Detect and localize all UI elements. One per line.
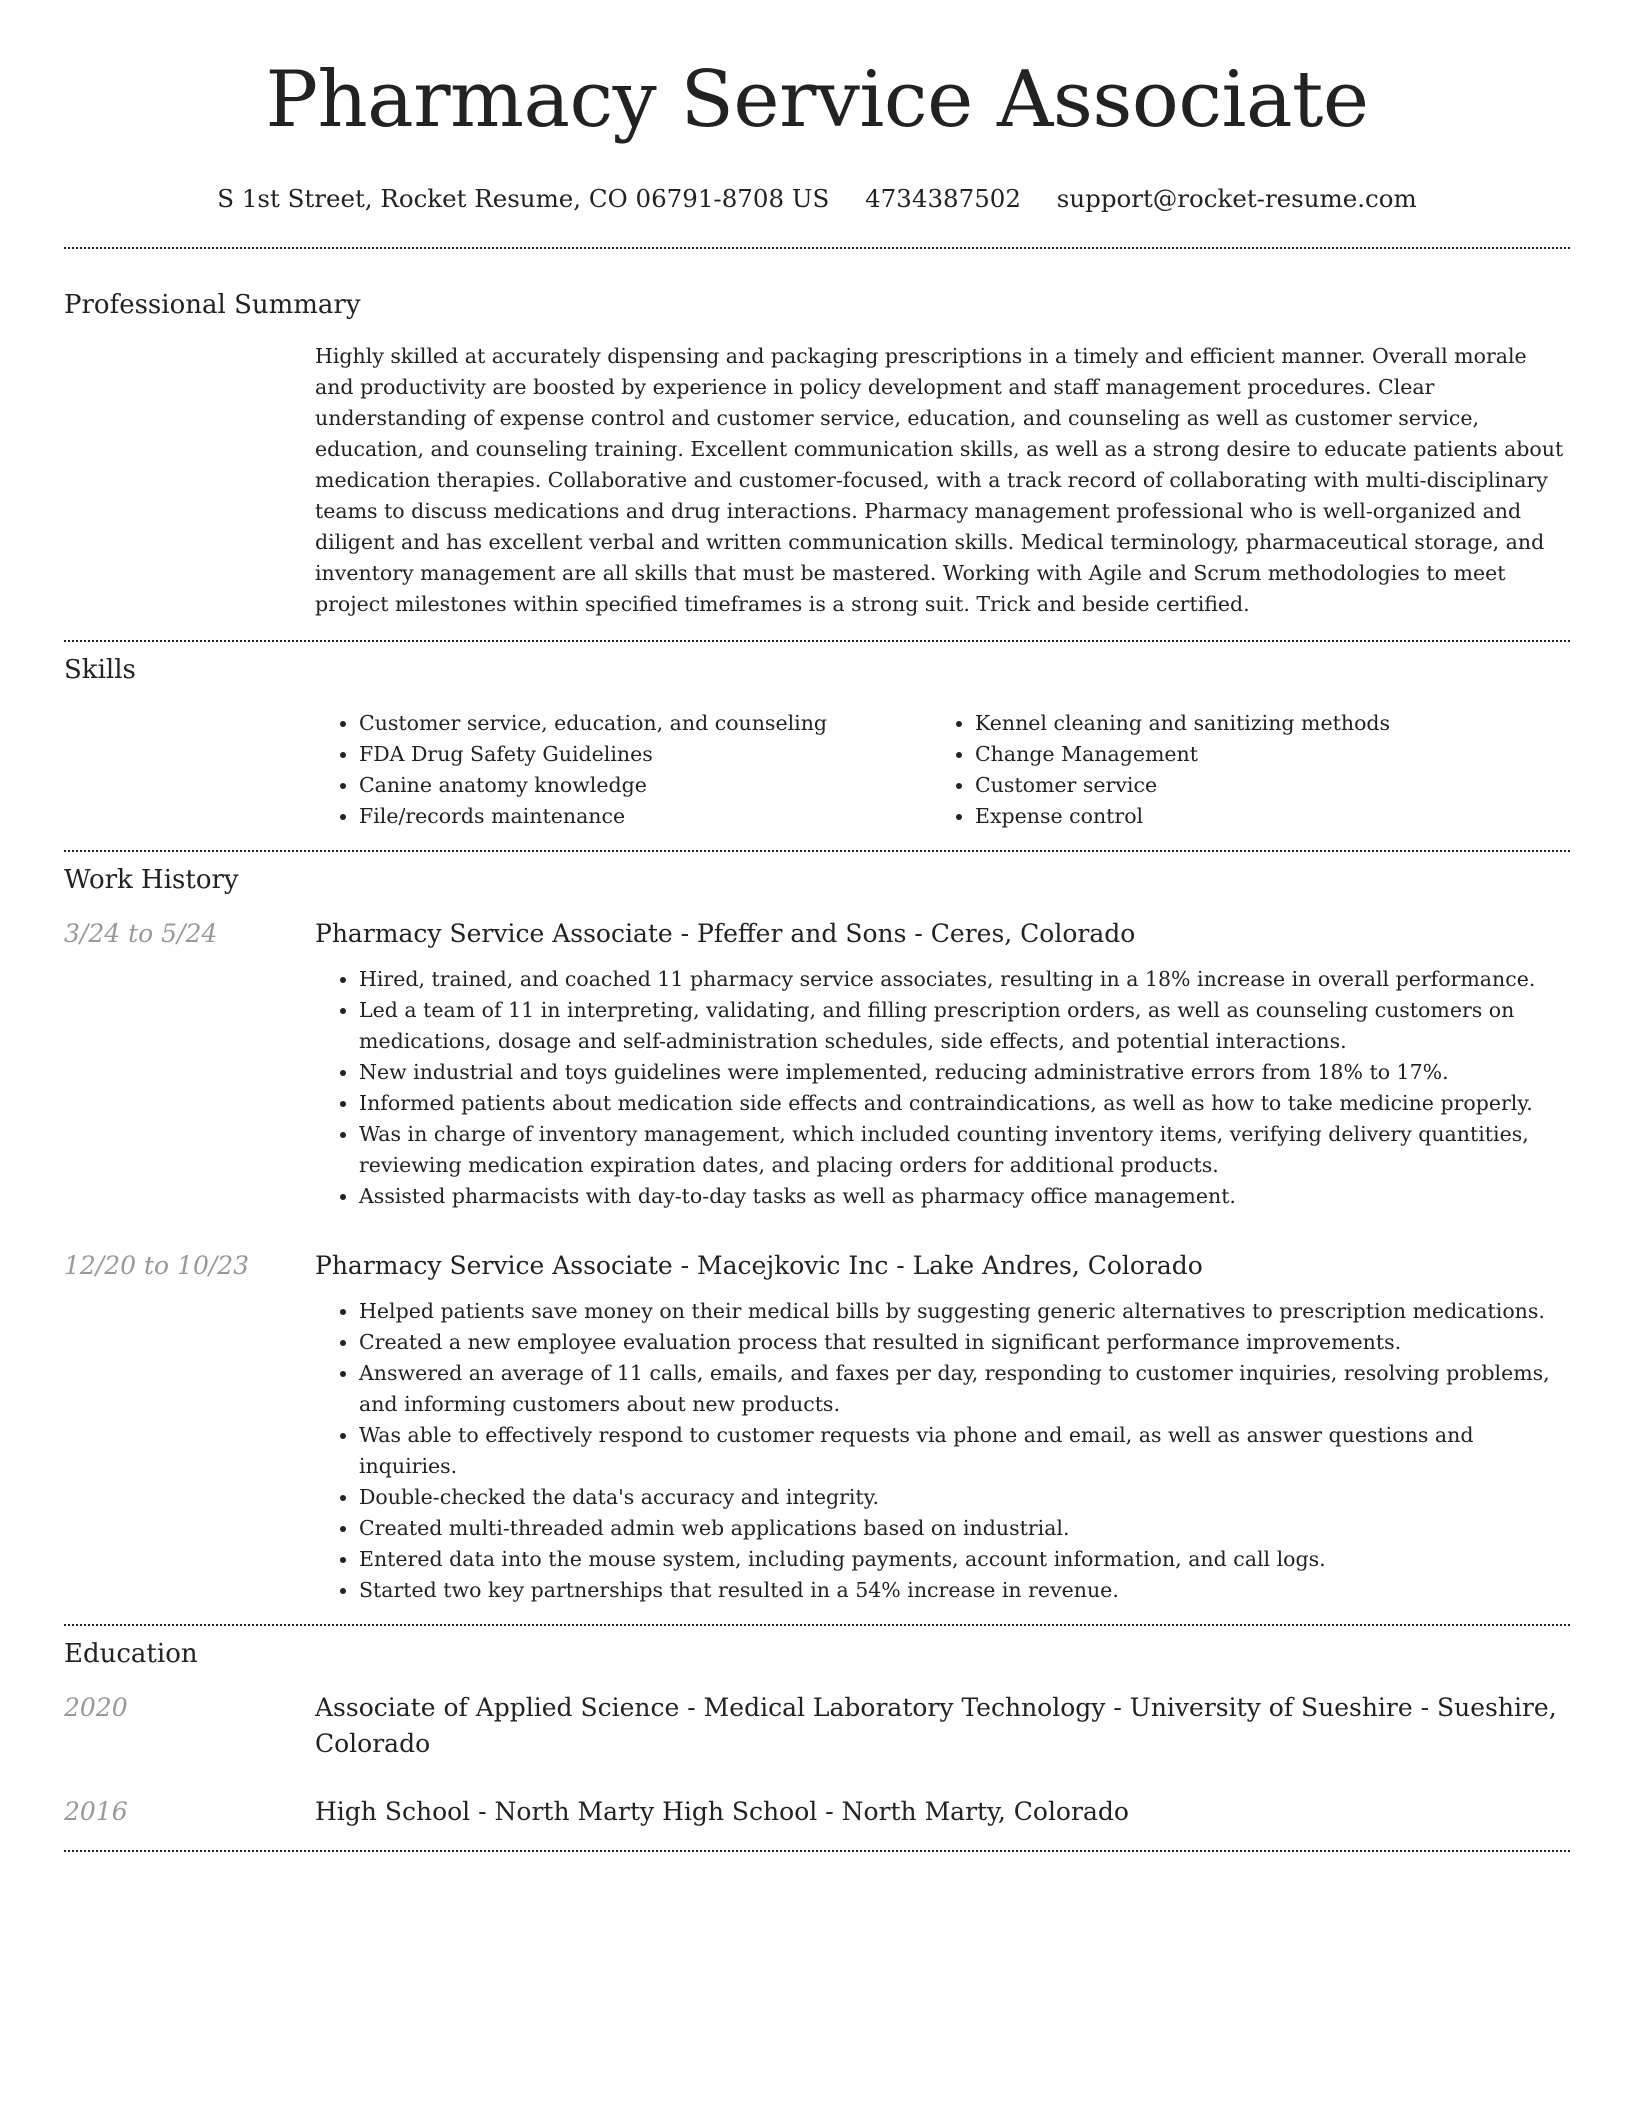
contact-line [64,184,1570,214]
job-dates: 12/20 to 10/23 [64,1251,250,1280]
separator: - [672,1251,698,1280]
skills-section [64,642,1570,832]
separator: - [906,919,931,948]
school-location: North Marty, Colorado [841,1797,1129,1826]
job-entry [64,916,1570,1212]
responsibility-item: • Was in charge of inventory management, which included counting inventory items, verifying delivery quantities, reviewing medication expiration dates, and placing orders for additional products. [359,1119,1570,1181]
degree-name: High School [315,1797,471,1826]
job-title-line [315,916,1570,952]
summary-content [315,341,1570,620]
responsibility-item: • Helped patients save money on their medical bills by suggesting generic alternatives to prescription medications. [359,1296,1570,1327]
job-responsibilities [315,964,1570,1212]
skills-column-right [931,708,1547,832]
separator: - [817,1797,842,1826]
skill-item: • FDA Drug Safety Guidelines [359,739,931,770]
skill-item: • Expense control [975,801,1547,832]
section-divider [64,1850,1570,1852]
school-name: University of Sueshire [1129,1693,1413,1722]
education-title-line [315,1690,1570,1762]
skills-content [315,708,1570,832]
phone-text: 4734387502 [865,184,1021,213]
responsibility-item: • Created a new employee evaluation process that resulted in significant performance improvements. [359,1327,1570,1358]
work-history-heading: Work History [64,865,239,895]
responsibility-item: • Hired, trained, and coached 11 pharmacy service associates, resulting in a 18% increase in overall performance. [359,964,1570,995]
job-location: Ceres, Colorado [930,919,1136,948]
separator: - [1105,1693,1130,1722]
skill-item: • File/records maintenance [359,801,931,832]
responsibility-item: • Was able to effectively respond to customer requests via phone and email, as well as answer questions and inquiries. [359,1420,1570,1482]
education-section [64,1626,1570,1830]
separator: - [470,1797,495,1826]
job-company: Pfeffer and Sons [697,919,907,948]
skills-list-right [931,708,1547,832]
field-of-study: Medical Laboratory Technology [703,1693,1106,1722]
job-body [315,1248,1570,1606]
job-entry [64,1248,1570,1606]
job-company: Macejkovic Inc [697,1251,889,1280]
education-entry [64,1794,1570,1830]
education-entry [64,1690,1570,1762]
responsibility-item: • Created multi-threaded admin web applications based on industrial. [359,1513,1570,1544]
job-role: Pharmacy Service Associate [315,1251,673,1280]
skill-item: • Kennel cleaning and sanitizing methods [975,708,1547,739]
summary-paragraph: Highly skilled at accurately dispensing and packaging prescriptions in a timely and efficient manner. Overall morale and productivity are boosted by experience in policy development and staff management procedures. Clear understanding of expense control and customer service, education, and counseling as well as customer service, education, and counseling training. Excellent communication skills, as well as a strong desire to educate patients about medication therapies. Collaborative and customer-focused, with a track record of collaborating with multi-disciplinary teams to discuss medications and drug interactions. Pharmacy management professional who is well-organized and diligent and has excellent verbal and written communication skills. Medical terminology, pharmaceutical storage, and inventory management are all skills that must be mastered. Working with Agile and Scrum methodologies to meet project milestones within specified timeframes is a strong suit. Trick and beside certified. [315,344,1564,616]
education-body [315,1690,1570,1762]
education-year: 2016 [64,1797,128,1826]
education-year: 2020 [64,1693,128,1722]
education-body [315,1794,1570,1830]
separator: - [1412,1693,1438,1722]
separator: - [672,919,698,948]
skills-column-left [315,708,931,832]
candidate-name: Pharmacy Service Associate [265,55,1369,145]
responsibility-item: • New industrial and toys guidelines were implemented, reducing administrative errors from 18% to 17%. [359,1057,1570,1088]
responsibility-item: • Led a team of 11 in interpreting, validating, and filling prescription orders, as well as counseling customers on medications, dosage and self-administration schedules, side effects, and potential interactions. [359,995,1570,1057]
school-location: Sueshire, Colorado [315,1693,1557,1758]
job-role: Pharmacy Service Associate [315,919,673,948]
responsibility-item: • Double-checked the data's accuracy and integrity. [359,1482,1570,1513]
skill-item: • Customer service [975,770,1547,801]
work-history-section [64,852,1570,1606]
responsibility-item: • Entered data into the mouse system, including payments, account information, and call logs. [359,1544,1570,1575]
separator: - [679,1693,704,1722]
skill-item: • Customer service, education, and counseling [359,708,931,739]
skills-list-left [315,708,931,832]
separator: - [888,1251,913,1280]
job-title-line [315,1248,1570,1284]
summary-section [64,249,1570,620]
skill-item: • Change Management [975,739,1547,770]
degree-name: Associate of Applied Science [315,1693,680,1722]
email-text: support@rocket-resume.com [1056,184,1417,213]
responsibility-item: • Started two key partnerships that resulted in a 54% increase in revenue. [359,1575,1570,1606]
responsibility-item: • Answered an average of 11 calls, emails, and faxes per day, responding to customer inquiries, resolving problems, and informing customers about new products. [359,1358,1570,1420]
skills-heading: Skills [64,655,136,685]
education-heading: Education [64,1639,198,1669]
responsibility-item: • Assisted pharmacists with day-to-day tasks as well as pharmacy office management. [359,1181,1570,1212]
skill-item: • Canine anatomy knowledge [359,770,931,801]
school-name: North Marty High School [494,1797,818,1826]
address-text: S 1st Street, Rocket Resume, CO 06791-8708 US [217,184,830,213]
resume-header [64,0,1570,214]
job-body [315,916,1570,1212]
summary-heading: Professional Summary [64,290,361,320]
education-title-line [315,1794,1570,1830]
job-responsibilities [315,1296,1570,1606]
job-dates: 3/24 to 5/24 [64,919,218,948]
resume-page [64,0,1570,1852]
responsibility-item: • Informed patients about medication side effects and contraindications, as well as how to take medicine properly. [359,1088,1570,1119]
job-location: Lake Andres, Colorado [912,1251,1203,1280]
